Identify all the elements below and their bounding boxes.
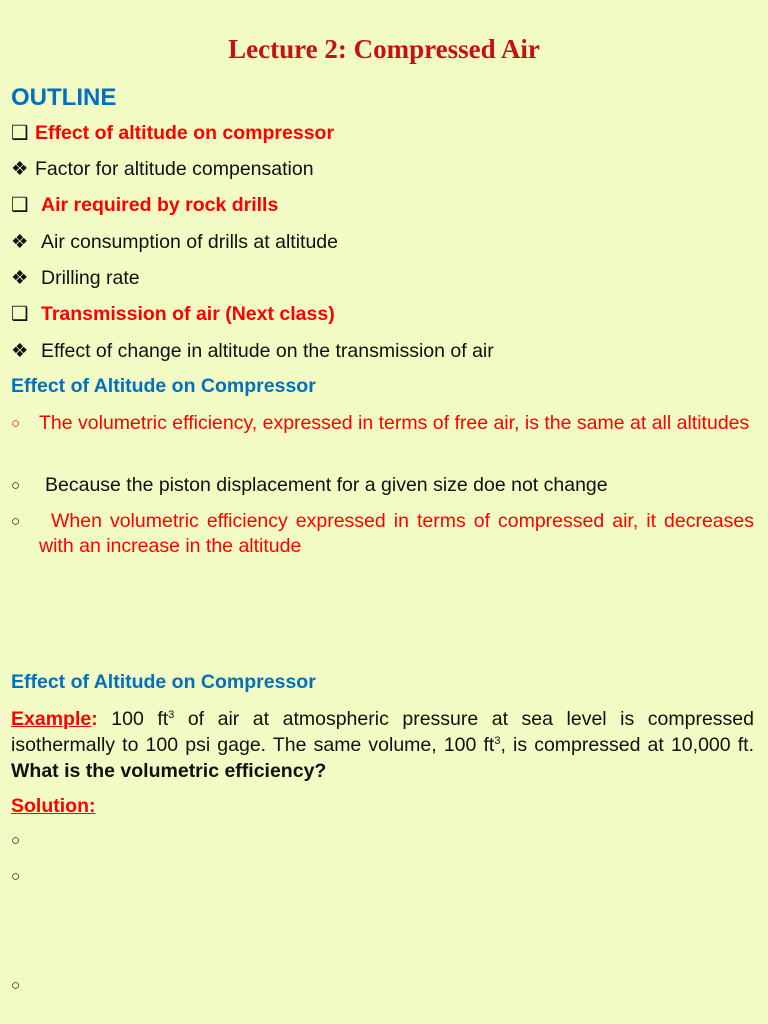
example-question: What is the volumetric efficiency? bbox=[11, 760, 327, 782]
outline-item-5: ❖ Drilling rate bbox=[11, 267, 140, 289]
outline-heading: OUTLINE bbox=[11, 84, 117, 111]
section1-bullet-2: ○ Because the piston displacement for a given size doe not change bbox=[11, 474, 608, 496]
outline-item-3: ❑ Air required by rock drills bbox=[11, 194, 279, 216]
circle-bullet-icon: ○ bbox=[11, 513, 21, 530]
checkbox-square-icon: ❑ bbox=[11, 194, 29, 216]
outline-item-1: ❑ Effect of altitude on compressor bbox=[11, 122, 335, 144]
section1-bullet-1: ○ The volumetric efficiency, expressed in terms of free air, is the same at all altitudes bbox=[11, 412, 750, 434]
circle-bullet-icon: ○ bbox=[11, 868, 21, 885]
checkbox-square-icon: ❑ bbox=[11, 122, 29, 144]
outline-item-7: ❖ Effect of change in altitude on the transmission of air bbox=[11, 340, 494, 362]
circle-bullet-icon: ○ bbox=[11, 832, 21, 849]
page-title: Lecture 2: Compressed Air bbox=[228, 34, 540, 64]
circle-bullet-icon: ○ bbox=[11, 477, 21, 494]
example-paragraph: Example: 100 $ft^3$ of air at atmospheric pressure at sea level is compressed isothermally to 100 psi gage. The same volume, 100 $ft^3$, is compressed at 10,000 ft. What is the volumetric efficiency? bbox=[11, 708, 754, 782]
section-heading-2: Effect of Altitude on Compressor bbox=[11, 671, 316, 693]
diamond-bullet-icon: ❖ bbox=[11, 267, 29, 289]
circle-bullet-icon: ○ bbox=[11, 977, 21, 994]
solution-label: Solution: bbox=[11, 795, 96, 817]
diamond-bullet-icon: ❖ bbox=[11, 158, 29, 180]
diamond-bullet-icon: ❖ bbox=[11, 231, 29, 253]
checkbox-square-icon: ❑ bbox=[11, 303, 29, 325]
outline-item-4: ❖ Air consumption of drills at altitude bbox=[11, 231, 338, 253]
example-label: Example bbox=[11, 708, 92, 730]
diamond-bullet-icon: ❖ bbox=[11, 340, 29, 362]
outline-item-2: ❖ Factor for altitude compensation bbox=[11, 158, 314, 180]
section-heading-1: Effect of Altitude on Compressor bbox=[11, 375, 316, 397]
section1-bullet-3: ○ When volumetric efficiency expressed in terms of compressed air, it decreases with an increase in the altitude bbox=[11, 510, 754, 557]
circle-bullet-icon: ○ bbox=[11, 415, 21, 432]
outline-item-6: ❑ Transmission of air (Next class) bbox=[11, 303, 335, 325]
